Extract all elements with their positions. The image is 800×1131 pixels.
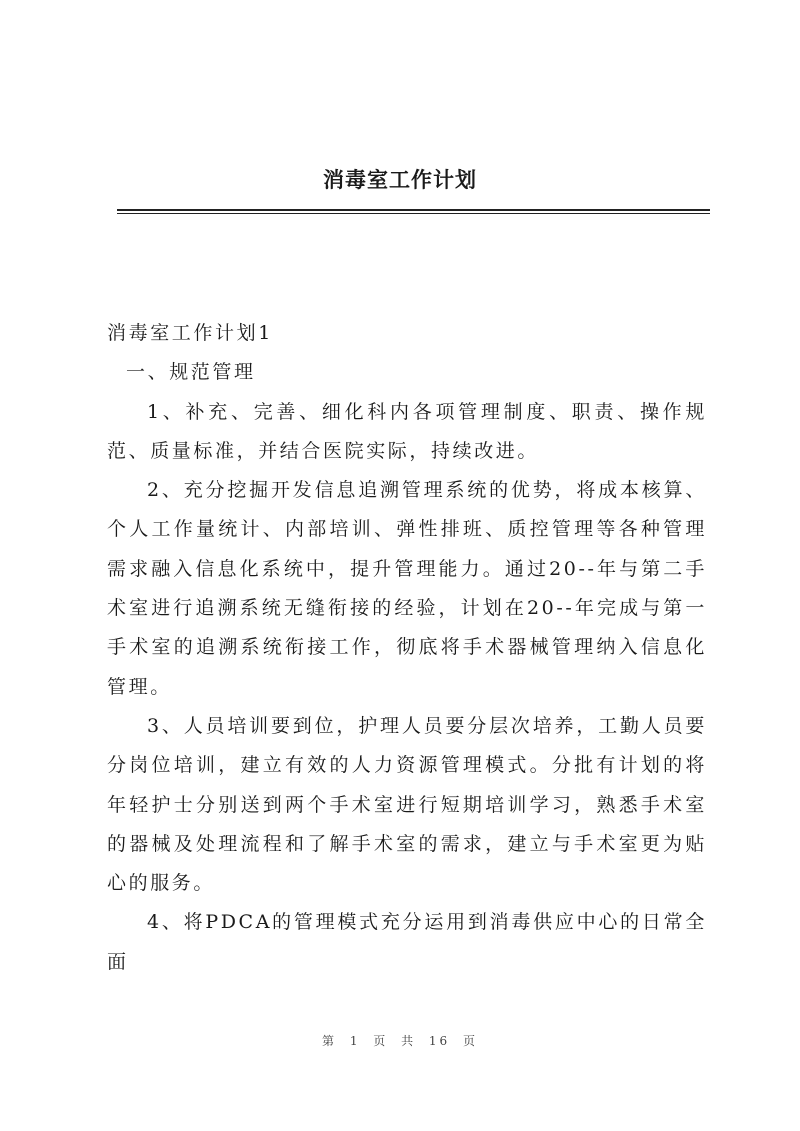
paragraph-4: 4、将PDCA的管理模式充分运用到消毒供应中心的日常全面 bbox=[107, 911, 707, 973]
paragraph-2: 2、充分挖掘开发信息追溯管理系统的优势，将成本核算、个人工作量统计、内部培训、弹性排班、质控管理等各种管理需求融入信息化系统中，提升管理能力。通过20--年与第二手术室进行追溯系统无缝衔接的经验，计划在20--年完成与第一手术室的追溯系统衔接工作，彻底将手术器械管理纳入信息化管理。 bbox=[107, 479, 707, 698]
plan-heading: 消毒室工作计划1 bbox=[107, 322, 273, 344]
section-title: 一、规范管理 bbox=[126, 361, 256, 384]
page-number-footer: 第 1 页 共 16 页 bbox=[322, 1034, 478, 1048]
document-body bbox=[107, 314, 707, 982]
document-title: 消毒室工作计划 bbox=[323, 168, 477, 192]
paragraph-3: 3、人员培训要到位，护理人员要分层次培养，工勤人员要分岗位培训，建立有效的人力资源管理模式。分批有计划的将年轻护士分别送到两个手术室进行短期培训学习，熟悉手术室的器械及处理流程和了解手术室的需求，建立与手术室更为贴心的服务。 bbox=[107, 714, 707, 895]
paragraph-1: 1、补充、完善、细化科内各项管理制度、职责、操作规范、质量标准，并结合医院实际，持续改进。 bbox=[107, 400, 707, 462]
title-underline bbox=[117, 209, 710, 214]
